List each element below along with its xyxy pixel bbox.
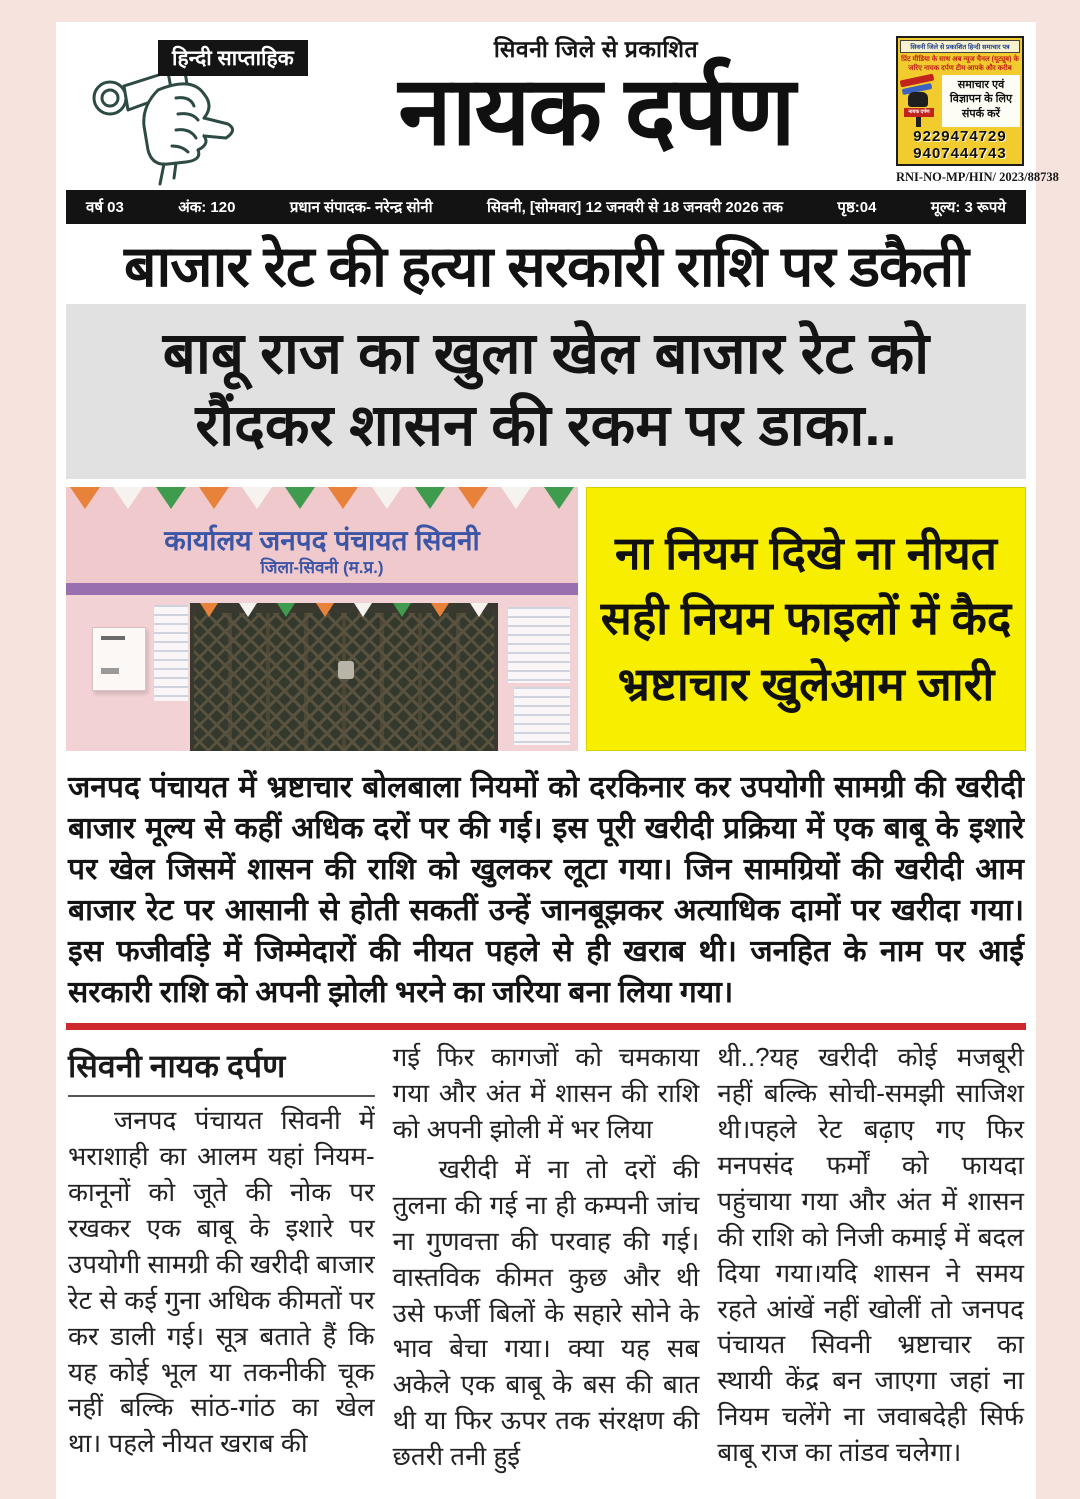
wall-notice <box>154 605 188 701</box>
info-pages: पृष्ठ:04 <box>837 199 877 216</box>
masthead-center <box>296 32 896 165</box>
phone-number-1: 9229474729 <box>913 128 1007 146</box>
lead-paragraph: जनपद पंचायत में भ्रष्टाचार बोलबाला नियमों को दरकिनार कर उपयोगी सामग्री की खरीदी बाजार मूल्य से कहीं अधिक दरों पर की गई। इस पूरी खरीदी प्रक्रिया में एक बाबू के इशारे पर खेल जिसमें शासन की राशि को खुलकर लूटा गया। जिन सामग्रियों की खरीदी आम बाजार रेट पर आसानी से होती सकतीं उन्हें जानबूझकर अत्याधिक दामों पर खरीदा गया। इस फजीर्वाड़े में जिम्मेदारों की नीयत पहले से ही खराब थी। जनहित के नाम पर आई सरकारी राशि को अपनी झोली भरने का जरिया बना लिया गया। <box>68 770 1024 1010</box>
highlight-box <box>586 487 1026 751</box>
highlight-line2: सही नियम फाइलों में कैद <box>600 592 1012 645</box>
article-col2-paragraph1: गई फिर कागजों को चमकाया गया और अंत में शासन की राशि को अपनी झोली में भर लिया <box>392 1042 700 1145</box>
ad-phone-numbers <box>900 129 1020 162</box>
contact-ad-column <box>896 36 1059 185</box>
media-row <box>66 487 1026 751</box>
office-sign-line1: कार्यालय जनपद पंचायत सिवनी <box>164 524 480 556</box>
info-price: मूल्य: 3 रूपये <box>930 199 1006 216</box>
wall-stripe <box>66 583 578 595</box>
main-headline: बाजार रेट की हत्या सरकारी राशि पर डकैती <box>123 235 968 299</box>
article-column-2 <box>393 1040 700 1479</box>
phone-number-2: 9407444743 <box>913 144 1007 162</box>
info-issue: अंक: 120 <box>178 199 236 216</box>
electric-box <box>92 627 146 691</box>
published-from-label: सिवनी जिले से प्रकाशित <box>493 36 699 62</box>
mic-head <box>908 92 928 107</box>
info-year: वर्ष 03 <box>86 199 124 216</box>
masthead <box>66 28 1059 188</box>
article-col3-text: थी..?यह खरीदी कोई मजबूरी नहीं बल्कि सोची-समझी साजिश थी।पहले रेट बढ़ाए गए फिर मनपसंद फर्मों को फायदा पहुंचाया गया और अंत में शासन की राशि को निजी कमाई में बदल दिया गया।यदि शासन ने समय रहते आंखें नहीं खोलीं तो जनपद पंचायत सिवनी भ्रष्टाचार का स्थायी केंद्र बन जाएगा जहां ना नियम चलेंगे ना जवाबदेही सिर्फ बाबू राज का तांडव चलेगा। <box>717 1042 1024 1468</box>
article-columns <box>66 1040 1026 1479</box>
padlock <box>338 661 354 679</box>
sub-headline-line1: बाबू राज का खुला खेल बाजार रेट को <box>162 320 930 386</box>
collapsible-grill-gate <box>194 613 494 751</box>
ad-middle-row <box>900 75 1020 127</box>
microphone-icon <box>900 75 940 127</box>
article-column-3 <box>717 1040 1024 1479</box>
info-editor: प्रधान संपादक- नरेन्द्र सोनी <box>289 199 433 216</box>
sub-headline-line2: रौंदकर शासन की रकम पर डाका.. <box>195 393 897 459</box>
info-date-range: सिवनी, [सोमवार] 12 जनवरी से 18 जनवरी 2026 तक <box>487 199 784 216</box>
newspaper-title: नायक दर्पण <box>398 58 794 165</box>
ad-contact-text: समाचार एवं विज्ञापन के लिए संपर्क करें <box>942 75 1020 127</box>
rni-number: RNI-NO-MP/HIN/ 2023/88738 <box>896 170 1059 185</box>
wall-notice <box>514 687 570 745</box>
edition-info-bar <box>66 190 1026 224</box>
article-byline: सिवनी नायक दर्पण <box>68 1044 375 1097</box>
door-bunting-flags <box>190 603 498 617</box>
contact-ad-box <box>896 36 1024 166</box>
logo-block <box>66 30 316 186</box>
office-door <box>190 603 498 751</box>
wall-notice <box>508 607 570 683</box>
red-divider <box>66 1023 1026 1030</box>
article-column-1 <box>68 1040 375 1479</box>
panchayat-office-photo <box>66 487 578 751</box>
highlight-line1: ना नियम दिखे ना नीयत <box>615 526 997 579</box>
article-col1-text: जनपद पंचायत सिवनी में भराशाही का आलम यहां नियम-कानूनों को जूते की नोक पर रखकर एक बाबू के इशारे पर उपयोगी सामग्री की खरीदी बाजार रेट से कई गुना अधिक कीमतों पर कर डाली गई। सूत्र बताते हैं कि यह कोई भूल या तकनीकी चूक नहीं बल्कि सांठ-गांठ का खेल था। पहले नीयत खराब की <box>68 1105 375 1459</box>
weekly-badge: हिन्दी साप्ताहिक <box>158 40 308 76</box>
ad-top-strip: सिवनी जिले से प्रकाशित हिन्दी समाचार पत्र <box>900 40 1020 53</box>
ad-promo-text: प्रिंट मीडिया के साथ अब न्यूज चैनल (यूट्यूब) के जरिए नायक दर्पण टीम आपके और करीब <box>901 56 1019 73</box>
article-col2-paragraph2: खरीदी में ना तो दरों की तुलना की गई ना ही कम्पनी जांच ना गुणवत्ता की परवाह की गई। वास्तविक कीमत कुछ और थी उसे फर्जी बिलों के सहारे सोने के भाव बेचा गया। क्या यह सब अकेले एक बाबू के बस की बात थी या फिर ऊपर तक संरक्षण की छतरी तनी हुई <box>392 1154 700 1472</box>
highlight-line3: भ्रष्टाचार खुलेआम जारी <box>617 657 995 710</box>
mic-stem <box>916 117 921 127</box>
mic-flag-label: नायक दर्पण <box>904 108 934 117</box>
office-sign-line2: जिला-सिवनी (म.प्र.) <box>260 557 384 577</box>
bunting-flags <box>66 487 578 509</box>
sub-headline <box>66 304 1026 479</box>
newspaper-page <box>56 22 1059 1499</box>
